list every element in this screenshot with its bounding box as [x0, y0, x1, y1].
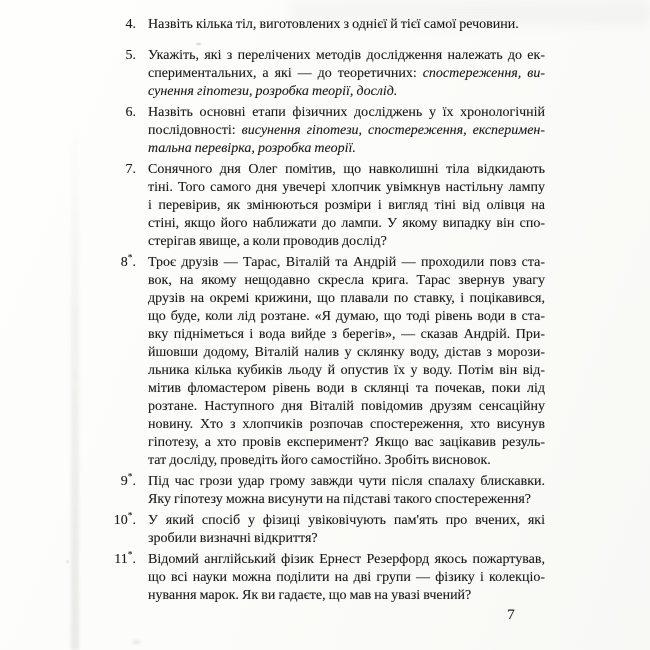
question-line — [148, 551, 545, 569]
star-marker: * — [127, 511, 133, 522]
scan-speck — [132, 640, 141, 644]
text-segment: вок, на якому нещодавно скресла крига. Тарас звернув увагу — [148, 273, 545, 288]
star-marker: * — [127, 253, 133, 264]
question-line — [148, 122, 545, 140]
text-segment: друзів на окремі крижини, що плавали по ставку, і поцікавився, — [148, 291, 545, 306]
text-segment: Яку гіпотезу можна висунути на підставі такого спостереження? — [148, 492, 532, 507]
page-number: 7 — [507, 607, 515, 623]
text-segment: що буде, коли лід розтане. «Я думаю, що тоді рівень води в ста- — [148, 309, 545, 324]
question-line — [148, 452, 545, 470]
text-segment: послідовності: — [148, 123, 242, 138]
italic-term: тальна перевірка, розробка теорії. — [148, 141, 356, 156]
question-line — [148, 65, 545, 83]
question-line — [148, 254, 545, 272]
text-segment: тіні. Того самого дня увечері хлопчик увімкнув настільну лампу — [148, 180, 545, 195]
text-segment: Сонячного дня Олег помітив, що навколишні тіла відкидають — [148, 162, 545, 177]
question-number: 6. — [125, 105, 136, 120]
question-line — [148, 434, 545, 452]
question-line — [148, 140, 545, 158]
text-segment: новину. Хто з хлопчиків розпочав спостереження, хто висунув — [148, 417, 545, 432]
italic-term: висунення гіпотези, спостереження, експеримен- — [241, 123, 545, 138]
question-number: 8*. — [120, 253, 136, 270]
text-segment: спериментальних, а які — до теоретичних: — [148, 66, 423, 81]
italic-term: сунення гіпотези, розробка теорії, дослід. — [148, 84, 398, 99]
question-text — [148, 473, 545, 509]
questions-list — [96, 16, 548, 608]
question-text — [148, 512, 545, 548]
text-segment: нування марок. Як ви гадаєте, що мав на увазі вчений? — [148, 588, 472, 603]
question-line — [148, 308, 545, 326]
question-line — [148, 491, 545, 509]
text-segment: розтане. Наступного дня Віталій повідомив друзям сенсаційну — [148, 399, 545, 414]
question-item — [96, 512, 548, 548]
question-number: 7. — [125, 162, 136, 177]
question-text — [148, 104, 545, 158]
question-text — [148, 16, 545, 34]
question-number: 10*. — [113, 511, 136, 528]
question-item — [96, 161, 548, 251]
question-text — [148, 254, 545, 470]
question-line — [148, 161, 545, 179]
question-number: 11*. — [114, 550, 136, 567]
question-line — [148, 569, 545, 587]
question-line — [148, 83, 545, 101]
question-line — [148, 197, 545, 215]
text-segment: Назвіть кілька тіл, виготовлених з однієї й тієї самої речовини. — [148, 17, 519, 32]
question-number: 9*. — [120, 472, 136, 489]
question-number: 5. — [125, 48, 136, 63]
question-item — [96, 254, 548, 470]
text-segment: гіпотезу, а хто провів експеримент? Якщо вас зацікавив резуль- — [148, 435, 545, 450]
question-item — [96, 551, 548, 605]
question-item — [96, 47, 548, 101]
text-segment: Укажіть, які з перелічених методів дослідження належать до ек- — [148, 48, 545, 63]
question-line — [148, 380, 545, 398]
question-line — [148, 362, 545, 380]
question-number: 4. — [125, 17, 136, 32]
question-line — [148, 326, 545, 344]
text-segment: Відомий англійський фізик Ернест Резерфорд якось пожартував, — [148, 552, 545, 567]
question-text — [148, 161, 545, 251]
question-text — [148, 47, 545, 101]
question-line — [148, 416, 545, 434]
question-item — [96, 473, 548, 509]
question-line — [148, 104, 545, 122]
scan-speck — [66, 560, 69, 563]
text-segment: і перевірив, як змінюються розміри і вигляд тіні від олівця на — [148, 198, 545, 213]
question-line — [148, 179, 545, 197]
text-segment: льника кілька кубиків льоду й опустив їх у воду. Потім він від- — [148, 363, 545, 378]
question-line — [148, 344, 545, 362]
question-line — [148, 272, 545, 290]
question-line — [148, 47, 545, 65]
text-segment: мітив фломастером рівень води в склянці та почекав, поки лід — [148, 381, 545, 396]
question-line — [148, 473, 545, 491]
text-segment: тат досліду, проведіть його самостійно. Зробіть висновок. — [148, 453, 491, 468]
text-segment: Назвіть основні етапи фізичних досліджень у їх хронологічній — [148, 105, 545, 120]
text-segment: У який спосіб у фізиці увіковічують пам'ять про вчених, які — [148, 513, 545, 528]
question-line — [148, 215, 545, 233]
question-text — [148, 551, 545, 605]
question-line — [148, 398, 545, 416]
question-item — [96, 104, 548, 158]
question-item — [96, 16, 548, 34]
question-line — [148, 233, 545, 251]
text-segment: Під час грози удар грому завжди чути після спалаху блискавки. — [148, 474, 545, 489]
star-marker: * — [127, 472, 133, 483]
text-segment: стіні, якщо його наближати до лампи. У якому випадку він спо- — [148, 216, 545, 231]
text-segment: Троє друзів — Тарас, Віталій та Андрій — проходили повз ста- — [148, 255, 545, 270]
text-segment: вку підніметься і вода вийде з берегів», — сказав Андрій. При- — [148, 327, 545, 342]
question-line — [148, 512, 545, 530]
question-line — [148, 587, 545, 605]
text-segment: зробили визначні відкриття? — [148, 531, 318, 546]
question-line — [148, 530, 545, 548]
text-segment: стерігав явище, а коли проводив дослід? — [148, 234, 387, 249]
question-line — [148, 16, 545, 34]
scan-streak-artifact — [71, 130, 79, 650]
star-marker: * — [127, 550, 133, 561]
italic-term: спостереження, ви- — [422, 66, 545, 81]
text-segment: що всі науки можна поділити на дві групи — фізику і колекціо- — [148, 570, 545, 585]
text-segment: йшовши додому, Віталій налив у склянку воду, дістав з морози- — [148, 345, 545, 360]
question-line — [148, 290, 545, 308]
